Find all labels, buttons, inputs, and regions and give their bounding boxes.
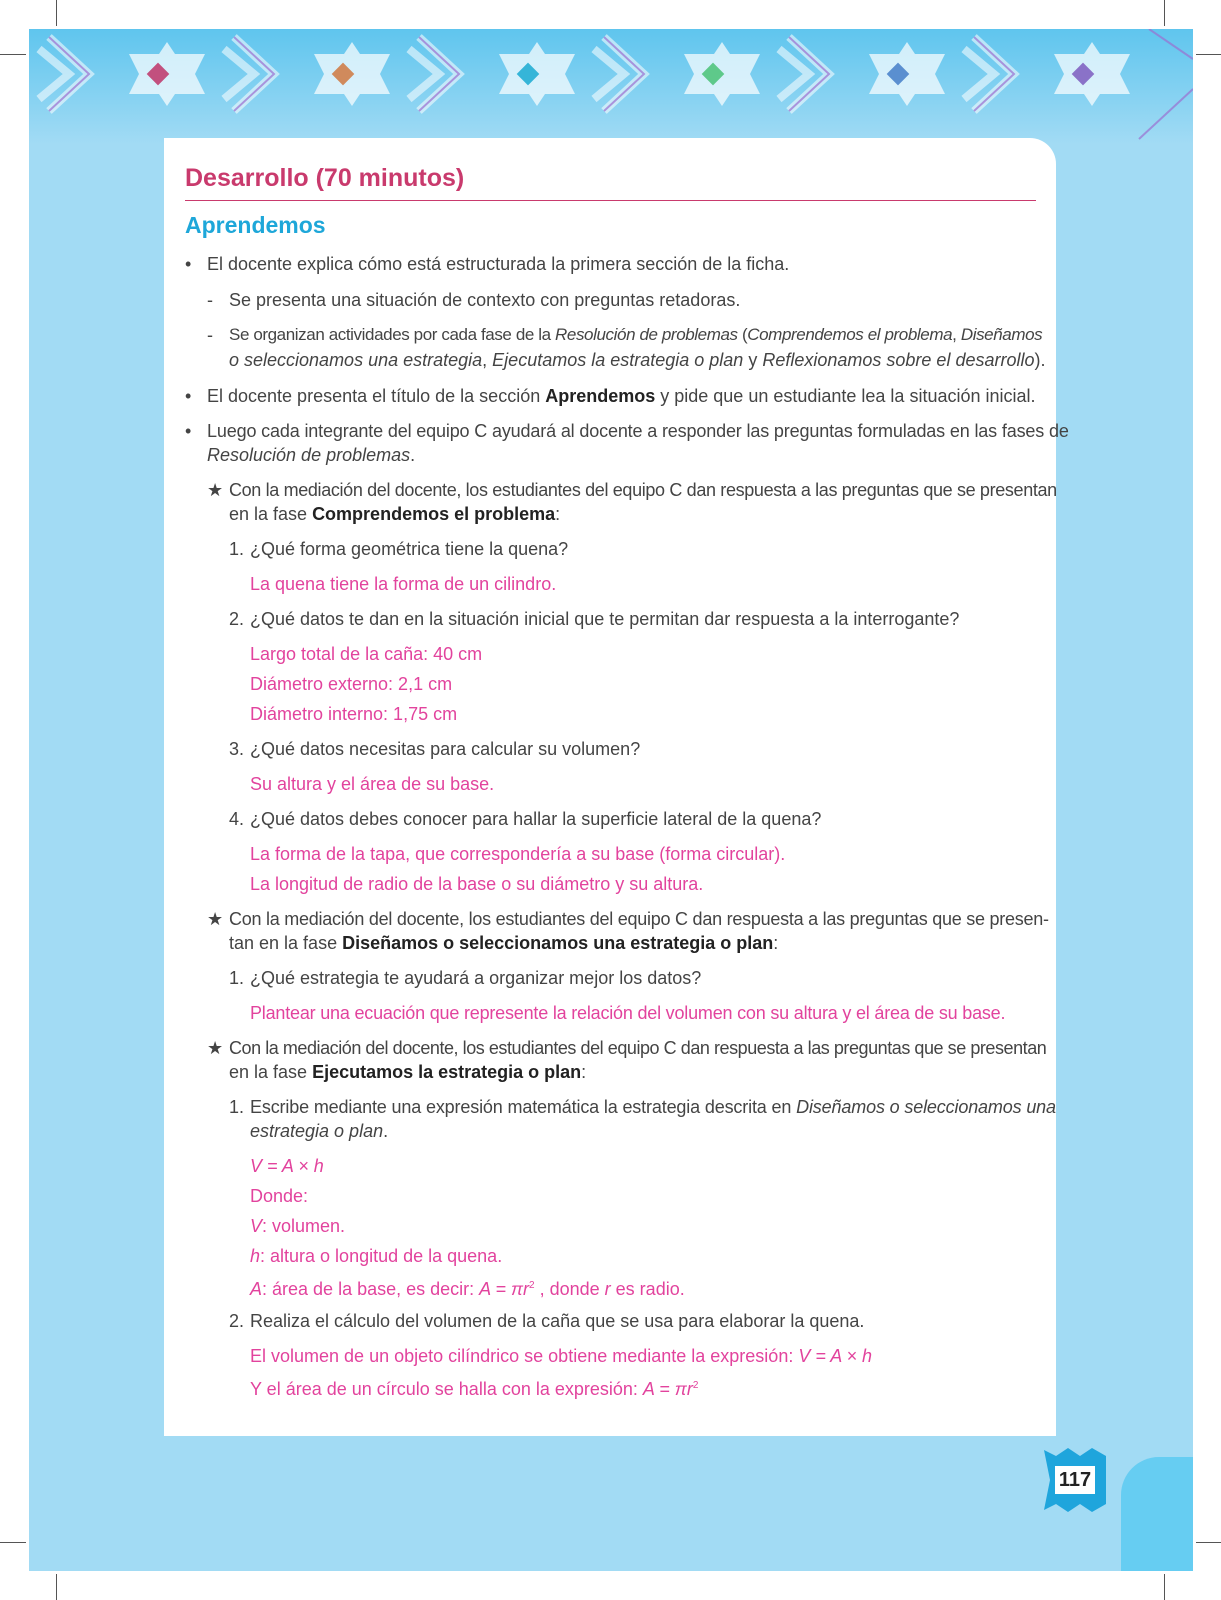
star-text: Con la mediación del docente, los estudiantes del equipo C dan respuesta a las preguntas que se presen- <box>229 909 1049 929</box>
question-text: ¿Qué datos necesitas para calcular su volumen? <box>250 739 641 759</box>
formula-volume: V = A × h <box>250 1156 324 1176</box>
answer-text: El volumen de un objeto cilíndrico se obtiene mediante la expresión: V = A × h <box>250 1346 873 1366</box>
question-text: ¿Qué datos te dan en la situación inicial que te permitan dar respuesta a la interrogante? <box>250 609 960 629</box>
answer-text: La longitud de radio de la base o su diámetro y su altura. <box>250 874 704 894</box>
bullet-item: • <box>185 386 192 406</box>
formula-text: h: altura o longitud de la quena. <box>250 1246 503 1266</box>
header-band <box>29 29 1193 144</box>
crop-mark <box>0 1542 26 1543</box>
question-number: 1. <box>229 539 245 559</box>
crop-mark <box>1196 54 1221 55</box>
question-number: 3. <box>229 739 245 759</box>
dash-text: Se organizan actividades por cada fase de la Resolución de problemas (Comprendemos el problema, Diseñamos <box>229 325 1043 344</box>
question-text-cont: estrategia o plan. <box>250 1121 389 1141</box>
dash-text-cont: o seleccionamos una estrategia, Ejecutamos la estrategia o plan y Reflexionamos sobre el desarrollo). <box>229 350 1046 370</box>
star-text: Con la mediación del docente, los estudiantes del equipo C dan respuesta a las preguntas que se presentan <box>229 480 1057 500</box>
question-text: ¿Qué forma geométrica tiene la quena? <box>250 539 569 559</box>
star-text-cont: tan en la fase Diseñamos o seleccionamos una estrategia o plan: <box>229 933 779 953</box>
answer-text: Su altura y el área de su base. <box>250 774 495 794</box>
question-text: Escribe mediante una expresión matemática la estrategia descrita en Diseñamos o seleccionamos una <box>250 1097 1056 1117</box>
crop-mark <box>56 1574 57 1600</box>
crop-mark <box>1164 0 1165 26</box>
section-title: Desarrollo (70 minutos) <box>185 164 465 192</box>
dash-marker: - <box>207 290 213 310</box>
answer-text: Largo total de la caña: 40 cm <box>250 644 483 664</box>
question-text: ¿Qué datos debes conocer para hallar la superficie lateral de la quena? <box>250 809 822 829</box>
bullet-text-cont: Resolución de problemas. <box>207 445 416 465</box>
question-text: Realiza el cálculo del volumen de la caña que se usa para elaborar la quena. <box>250 1311 865 1331</box>
star-icon: ★ <box>207 909 224 929</box>
question-number: 1. <box>229 968 245 988</box>
answer-text: Diámetro interno: 1,75 cm <box>250 704 458 724</box>
formula-text: Donde: <box>250 1186 309 1206</box>
question-text: ¿Qué estrategia te ayudará a organizar mejor los datos? <box>250 968 702 988</box>
title-rule <box>185 200 1036 201</box>
answer-text: Diámetro externo: 2,1 cm <box>250 674 453 694</box>
star-text: Con la mediación del docente, los estudiantes del equipo C dan respuesta a las preguntas que se presentan <box>229 1038 1047 1058</box>
answer-text: Plantear una ecuación que represente la relación del volumen con su altura y el área de su base. <box>250 1003 1006 1023</box>
side-strip <box>1121 1457 1193 1571</box>
star-text-cont: en la fase Comprendemos el problema: <box>229 504 561 524</box>
star-icon: ★ <box>207 1038 224 1058</box>
answer-text: La quena tiene la forma de un cilindro. <box>250 574 557 594</box>
formula-text: A: área de la base, es decir: $A = \pi r^2$ , donde r es radio. <box>250 1279 685 1299</box>
dash-text: Se presenta una situación de contexto con preguntas retadoras. <box>229 290 741 310</box>
section-subtitle: Aprendemos <box>185 212 326 238</box>
crop-mark <box>1164 1574 1165 1600</box>
bullet-text: El docente explica cómo está estructurada la primera sección de la ficha. <box>207 254 790 274</box>
question-number: 4. <box>229 809 245 829</box>
crop-mark <box>1196 1542 1221 1543</box>
answer-text: La forma de la tapa, que correspondería a su base (forma circular). <box>250 844 786 864</box>
answer-text: Y el área de un círculo se halla con la expresión: $A = \pi r^2$ <box>250 1379 699 1399</box>
question-number: 2. <box>229 1311 245 1331</box>
bullet-text: Luego cada integrante del equipo C ayudará al docente a responder las preguntas formuladas en las fases de <box>207 421 1069 441</box>
star-text-cont: en la fase Ejecutamos la estrategia o plan: <box>229 1062 587 1082</box>
dash-marker: - <box>207 325 213 345</box>
bullet-item: • <box>185 421 192 441</box>
crop-mark <box>56 0 57 26</box>
star-icon: ★ <box>207 480 224 500</box>
formula-text: V: volumen. <box>250 1216 346 1236</box>
question-number: 1. <box>229 1097 245 1117</box>
bullet-item: • <box>185 254 192 274</box>
question-number: 2. <box>229 609 245 629</box>
crop-mark <box>0 54 26 55</box>
page-number: 117 <box>1055 1466 1095 1494</box>
bullet-text: El docente presenta el título de la sección Aprendemos y pide que un estudiante lea la situación inicial. <box>207 386 1036 406</box>
